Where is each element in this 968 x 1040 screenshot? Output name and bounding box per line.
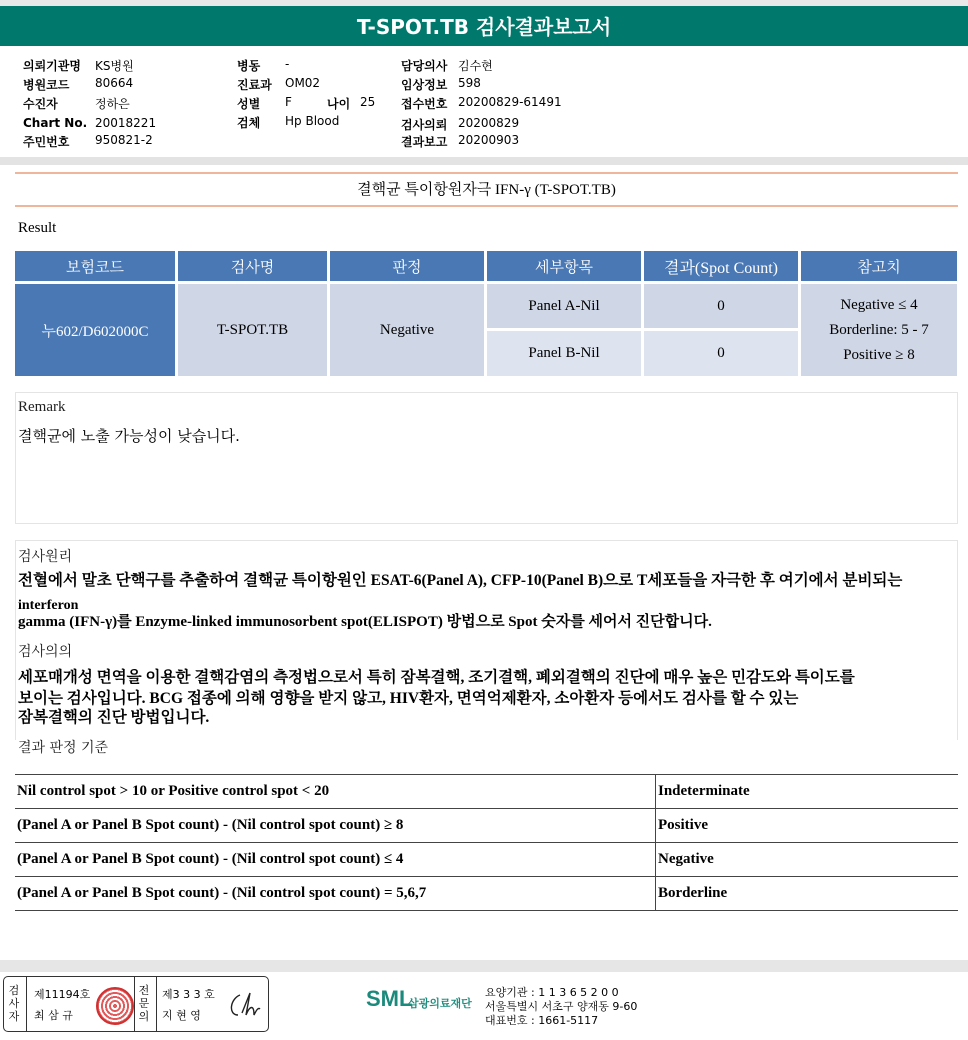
criteria-result: Negative [656,843,959,877]
remark-box [15,392,958,524]
criteria-result: Indeterminate [656,775,959,809]
table-row [15,877,958,911]
insurance-code: 누602/D602000C [15,284,175,376]
judgement: Negative [330,284,484,376]
remark-text: 결핵균에 노출 가능성이 낮습니다. [18,427,240,445]
reference-line: Borderline: 5 - 7 [829,321,929,338]
info-label: 주민번호 [23,135,70,149]
info-value: 정하은 [95,97,130,111]
principle-label: 검사원리 [18,549,73,565]
info-value: 598 [458,76,481,90]
logo-mark: SML [366,986,413,1011]
role-char: 문 [138,997,150,1010]
license-number: 제11194호 [34,988,91,1001]
table-row [15,775,958,809]
info-label: 성별 [237,97,261,111]
spot-count: 0 [644,331,798,376]
criteria-table [15,774,958,911]
role-char: 검 [8,984,20,997]
info-label: 임상정보 [401,78,448,92]
role-char: 의 [138,1010,150,1023]
info-label: 접수번호 [401,97,448,111]
seal-stamp-icon [96,987,134,1025]
info-value: Hp Blood [285,114,340,128]
remark-label: Remark [18,399,66,415]
logo-name: 삼광의료재단 [408,997,472,1010]
spot-count: 0 [644,284,798,328]
table-header: 검사명 [178,251,327,281]
criteria-condition: (Panel A or Panel B Spot count) - (Nil control spot count) ≤ 4 [15,843,656,877]
info-value: 김수현 [458,59,493,73]
info-value: 20018221 [95,116,157,130]
info-label: 진료과 [237,78,272,92]
divider [134,977,135,1031]
detail-item: Panel B-Nil [487,331,641,376]
signer-name: 최 삼 규 [34,1009,73,1022]
info-label: 담당의사 [401,59,448,73]
principle-line: gamma (IFN-γ)를 Enzyme-linked immunosorbent spot(ELISPOT) 방법으로 Spot 숫자를 세어서 진단합니다. [18,614,712,630]
criteria-result: Positive [656,809,959,843]
signer-role [137,984,151,1023]
signer-name: 지 현 영 [162,1009,201,1022]
info-value: - [285,57,290,71]
divider-line [15,172,958,174]
divider [26,977,27,1031]
table-row [15,843,958,877]
info-value: 950821-2 [95,133,153,147]
info-value: 20200829-61491 [458,95,562,109]
info-value: 20200829 [458,116,520,130]
test-name: T-SPOT.TB [178,284,327,376]
table-header: 판정 [330,251,484,281]
info-label: 수진자 [23,97,58,111]
reference-line: Positive ≥ 8 [843,346,915,363]
info-label: 병동 [237,59,261,73]
info-value: 20200903 [458,133,520,147]
divider-band [0,157,968,165]
info-label: 의뢰기관명 [23,59,81,73]
info-label: 검체 [237,116,261,130]
table-header: 결과(Spot Count) [644,251,798,281]
divider-line [15,205,958,207]
info-value: KS병원 [95,59,134,73]
section-subtitle: 결핵균 특이항원자극 IFN-γ (T-SPOT.TB) [357,182,616,198]
table-header: 참고치 [801,251,957,281]
info-label: Chart No. [23,116,88,130]
principle-line: interferon [18,598,79,613]
criteria-condition: (Panel A or Panel B Spot count) - (Nil control spot count) ≥ 8 [15,809,656,843]
report-title: T-SPOT.TB 검사결과보고서 [0,6,968,46]
result-label: Result [18,220,57,236]
role-char: 자 [8,1010,20,1023]
table-row [15,809,958,843]
significance-line: 잠복결핵의 진단 방법입니다. [18,709,210,726]
license-number: 제3 3 3 호 [162,988,215,1001]
criteria-condition: (Panel A or Panel B Spot count) - (Nil control spot count) = 5,6,7 [15,877,656,911]
criteria-condition: Nil control spot > 10 or Positive control spot < 20 [15,775,656,809]
role-char: 전 [138,984,150,997]
reference-line: Negative ≤ 4 [840,296,918,313]
significance-label: 검사의의 [18,644,73,660]
phone-number: 대표번호 : 1661-5117 [485,1014,599,1027]
role-char: 사 [8,997,20,1010]
info-label: 나이 [327,97,351,111]
signer-role [7,984,21,1023]
signature-box [3,976,269,1032]
criteria-result: Borderline [656,877,959,911]
principle-line: 전혈에서 말초 단핵구를 추출하여 결핵균 특이항원인 ESAT-6(Panel A), CFP-10(Panel B)으로 T세포들을 자극한 후 여기에서 분비되는 [18,572,903,589]
table-header: 보험코드 [15,251,175,281]
info-value: 80664 [95,76,134,90]
divider [156,977,157,1031]
footer-band [0,960,968,972]
table-header: 세부항목 [487,251,641,281]
info-label: 결과보고 [401,135,448,149]
info-value: OM02 [285,76,321,90]
signature-icon [226,991,264,1021]
criteria-label: 결과 판정 기준 [18,740,109,756]
info-value: F [285,95,292,109]
detail-item: Panel A-Nil [487,284,641,328]
significance-line: 세포매개성 면역을 이용한 결핵감염의 측정법으로서 특히 잠복결핵, 조기결핵, 폐외결핵의 진단에 매우 높은 민감도와 특이도를 [18,669,855,686]
info-label: 검사의뢰 [401,118,448,132]
info-label: 병원코드 [23,78,70,92]
significance-line: 보이는 검사입니다. BCG 접종에 의해 영향을 받지 않고, HIV환자, 면역억제환자, 소아환자 등에서도 검사를 할 수 있는 [18,690,799,707]
address: 서울특별시 서초구 양재동 9-60 [485,1000,638,1013]
institution-code: 요양기관 : 1 1 3 6 5 2 0 0 [485,986,619,999]
reference-range [801,284,957,376]
info-value: 25 [360,95,376,109]
